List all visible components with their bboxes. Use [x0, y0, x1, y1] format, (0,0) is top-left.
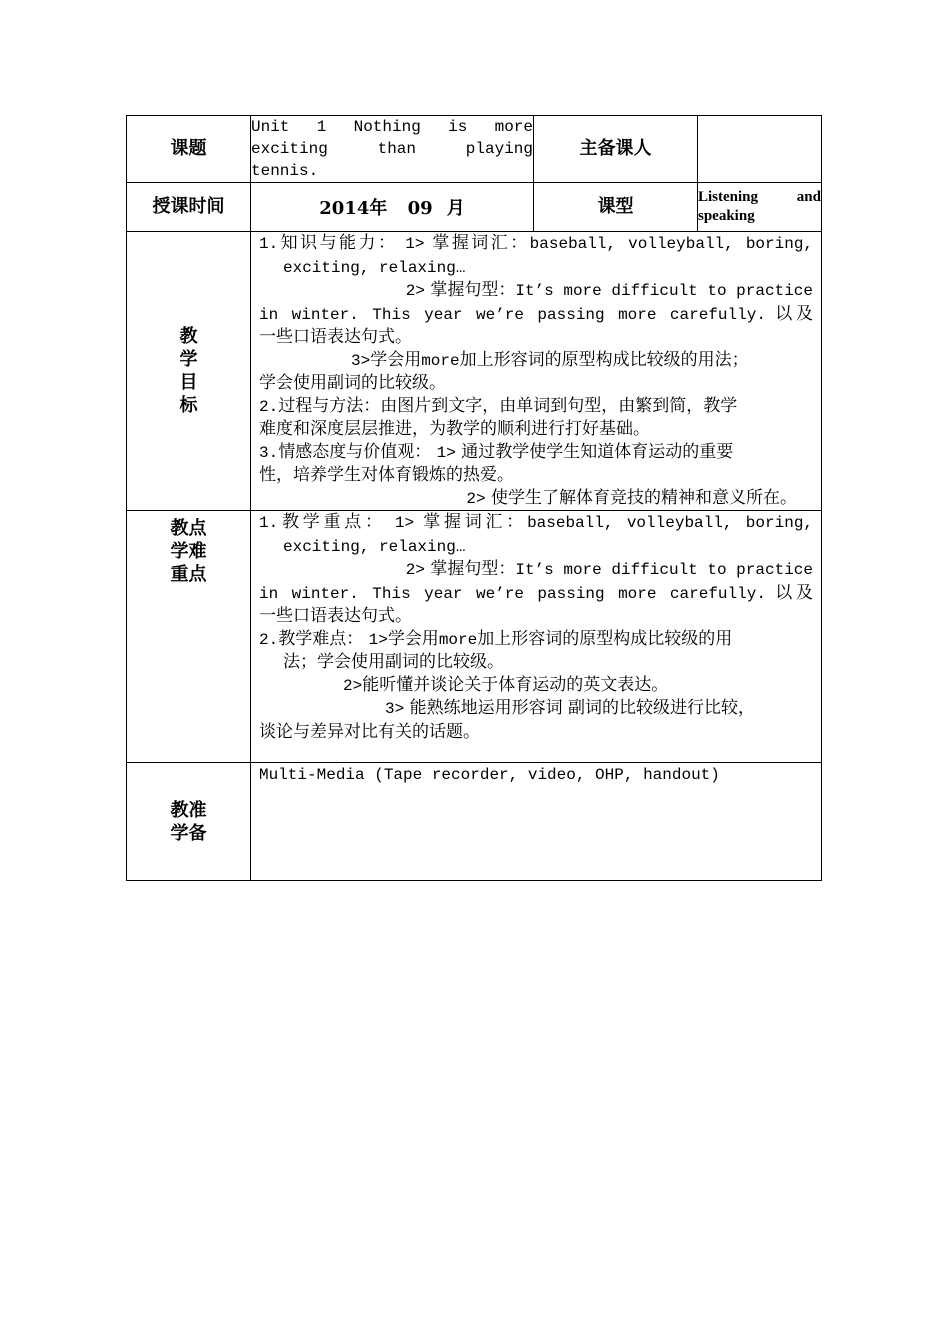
text-fragment-goals-l6d: 加上形容词的原型构成比较级的用法；: [459, 349, 749, 370]
text-fragment-goals-l11: 性，培养学生对体育锻炼的热爱。: [259, 465, 514, 485]
text-fragment-keypoints-l3b: 掌握句型：: [430, 559, 516, 579]
keypoints-content: [251, 511, 822, 763]
goals-label-char-4: 标: [179, 395, 198, 416]
prep-label: [127, 763, 251, 881]
text-fragment-goals-l12a: 2>: [466, 489, 486, 508]
time-row: [127, 183, 822, 232]
text-line: [259, 279, 813, 303]
prep-label-line-2: 学备: [170, 822, 207, 844]
text-fragment-goals-l8b: 过程与方法：由图片到文字，由单词到句型，由繁到简，教学: [278, 395, 738, 416]
keypoints-label-line-2: 学难: [170, 541, 207, 562]
lead-teacher-label: 主备课人: [534, 116, 698, 183]
topic-row: [127, 116, 822, 183]
text-line: [259, 464, 813, 487]
date-value: [251, 183, 534, 232]
text-line: [259, 763, 813, 787]
text-fragment-goals-l1d: 掌握词汇：: [432, 233, 530, 253]
text-line: [259, 487, 813, 511]
text-fragment-keypoints-l5: 一些口语表达句式。: [259, 606, 412, 626]
text-line: [259, 395, 813, 419]
text-fragment-goals-l1a: 1.: [259, 235, 279, 253]
type-line-2: speaking: [698, 208, 755, 224]
text-line: [259, 674, 813, 698]
topic-line-3: tennis.: [251, 162, 319, 180]
text-line: [259, 558, 813, 582]
text-fragment-goals-l12b: 使学生了解体育竞技的精神和意义所在。: [491, 487, 797, 508]
goals-content: [251, 232, 822, 511]
type-line-1: Listening and: [698, 189, 821, 205]
date-year-unit: 年: [369, 198, 388, 219]
text-line: [259, 511, 813, 535]
keypoints-label: [127, 511, 251, 763]
text-line: [259, 441, 813, 465]
text-fragment-goals-l10b: 情感态度与价值观：: [278, 441, 432, 462]
text-line: [259, 535, 813, 559]
date-month-unit: 月: [446, 198, 465, 219]
topic-line-1: Unit 1 Nothing is more: [251, 118, 533, 136]
text-line: [259, 326, 813, 349]
text-fragment-goals-l10a: 3.: [259, 443, 279, 462]
prep-text: Multi-Media (Tape recorder, video, OHP, handout): [259, 766, 720, 784]
text-fragment-keypoints-l4a: in winter. This year we’re passing more carefully.: [259, 584, 766, 603]
text-fragment-goals-l2: exciting, relaxing…: [283, 258, 466, 277]
text-line: [259, 628, 813, 652]
text-line: [259, 582, 813, 606]
text-fragment-goals-l6b: 学会用: [370, 349, 422, 370]
text-fragment-keypoints-l6f: 加上形容词的原型构成比较级的用: [477, 628, 733, 649]
goals-label-char-2: 学: [179, 349, 198, 370]
keypoints-label-line-3: 重点: [170, 564, 207, 585]
text-fragment-goals-l4a: in winter. This year we’re passing more carefully.: [259, 305, 766, 324]
text-fragment-keypoints-l6d: 学会用: [387, 628, 439, 649]
text-fragment-goals-l10c: 1>: [436, 443, 456, 462]
text-line: [259, 349, 813, 373]
text-fragment-keypoints-l10: 谈论与差异对比有关的话题。: [259, 721, 480, 742]
text-fragment-goals-l3b: 掌握句型：: [430, 280, 516, 300]
time-label: 授课时间: [127, 183, 251, 232]
text-fragment-keypoints-l6c: 1>: [368, 630, 388, 649]
text-fragment-goals-l4b: 以及: [775, 303, 814, 324]
text-fragment-goals-l3c: It’s more difficult to practice: [515, 282, 813, 300]
type-value: [698, 183, 822, 232]
lead-teacher-value: [698, 116, 822, 183]
text-fragment-keypoints-l1e: baseball, volleyball, boring,: [527, 514, 814, 532]
text-line: [259, 418, 813, 441]
text-line: [259, 232, 813, 256]
text-line: [259, 605, 813, 628]
date-month: 09: [407, 198, 433, 219]
type-label: 课型: [534, 183, 698, 232]
text-fragment-keypoints-l8a: 2>: [343, 676, 363, 695]
topic-value: [251, 116, 534, 183]
text-fragment-goals-l8a: 2.: [259, 397, 279, 416]
text-fragment-keypoints-l1a: 1.: [259, 514, 279, 532]
text-fragment-keypoints-l7: 法；学会使用副词的比较级。: [283, 652, 504, 672]
text-fragment-goals-l6a: 3>: [351, 351, 371, 370]
text-fragment-keypoints-l3c: It’s more difficult to practice: [515, 561, 813, 579]
text-line: [259, 303, 813, 327]
text-fragment-keypoints-l1b: 教学重点：: [278, 512, 386, 532]
date-year: 2014: [319, 198, 370, 219]
topic-label: 课题: [127, 116, 251, 183]
text-line: [259, 256, 813, 280]
goals-label-char-1: 教: [179, 326, 198, 347]
text-fragment-keypoints-l6b: 教学难点：: [278, 628, 364, 649]
text-fragment-keypoints-l9b: 能熟练地运用形容词 副词的比较级进行比较，: [409, 698, 756, 718]
goals-label: [127, 232, 251, 511]
text-fragment-goals-l1e: baseball, volleyball, boring,: [529, 235, 814, 253]
topic-line-2: exciting than playing: [251, 140, 533, 158]
text-fragment-keypoints-l1c: 1>: [394, 514, 415, 532]
text-fragment-keypoints-l2: exciting, relaxing…: [283, 537, 466, 556]
text-line: [259, 651, 813, 674]
prep-row: [127, 763, 822, 881]
text-fragment-goals-l10d: 通过教学使学生知道体育运动的重要: [461, 441, 734, 462]
keypoints-label-line-1: 教点: [170, 518, 207, 539]
goals-label-char-3: 目: [179, 372, 198, 393]
text-line: [259, 372, 813, 395]
text-fragment-goals-l5: 一些口语表达句式。: [259, 327, 412, 347]
goals-row: [127, 232, 822, 511]
text-fragment-keypoints-l8b: 能听懂并谈论关于体育运动的英文表达。: [362, 674, 669, 695]
text-fragment-keypoints-l4b: 以及: [775, 582, 814, 603]
prep-content: [251, 763, 822, 881]
text-fragment-keypoints-l6e: more: [438, 630, 478, 649]
text-line: [259, 721, 813, 744]
text-fragment-keypoints-l1d: 掌握词汇：: [423, 512, 528, 532]
text-fragment-goals-l9: 难度和深度层层推进，为教学的顺利进行打好基础。: [259, 419, 650, 439]
text-fragment-keypoints-l9a: 3>: [385, 700, 405, 718]
text-fragment-goals-l6c: more: [421, 351, 460, 370]
text-fragment-goals-l1c: 1>: [405, 235, 425, 253]
keypoints-row: [127, 511, 822, 763]
lesson-plan-table: [126, 115, 822, 881]
text-line: [259, 697, 813, 721]
text-fragment-goals-l7: 学会使用副词的比较级。: [259, 373, 446, 393]
prep-label-line-1: 教准: [170, 799, 207, 821]
text-fragment-keypoints-l6a: 2.: [259, 630, 279, 649]
text-fragment-goals-l1b: 知识与能力：: [278, 233, 398, 253]
text-fragment-keypoints-l3a: 2>: [405, 561, 425, 579]
text-fragment-goals-l3a: 2>: [405, 282, 425, 300]
